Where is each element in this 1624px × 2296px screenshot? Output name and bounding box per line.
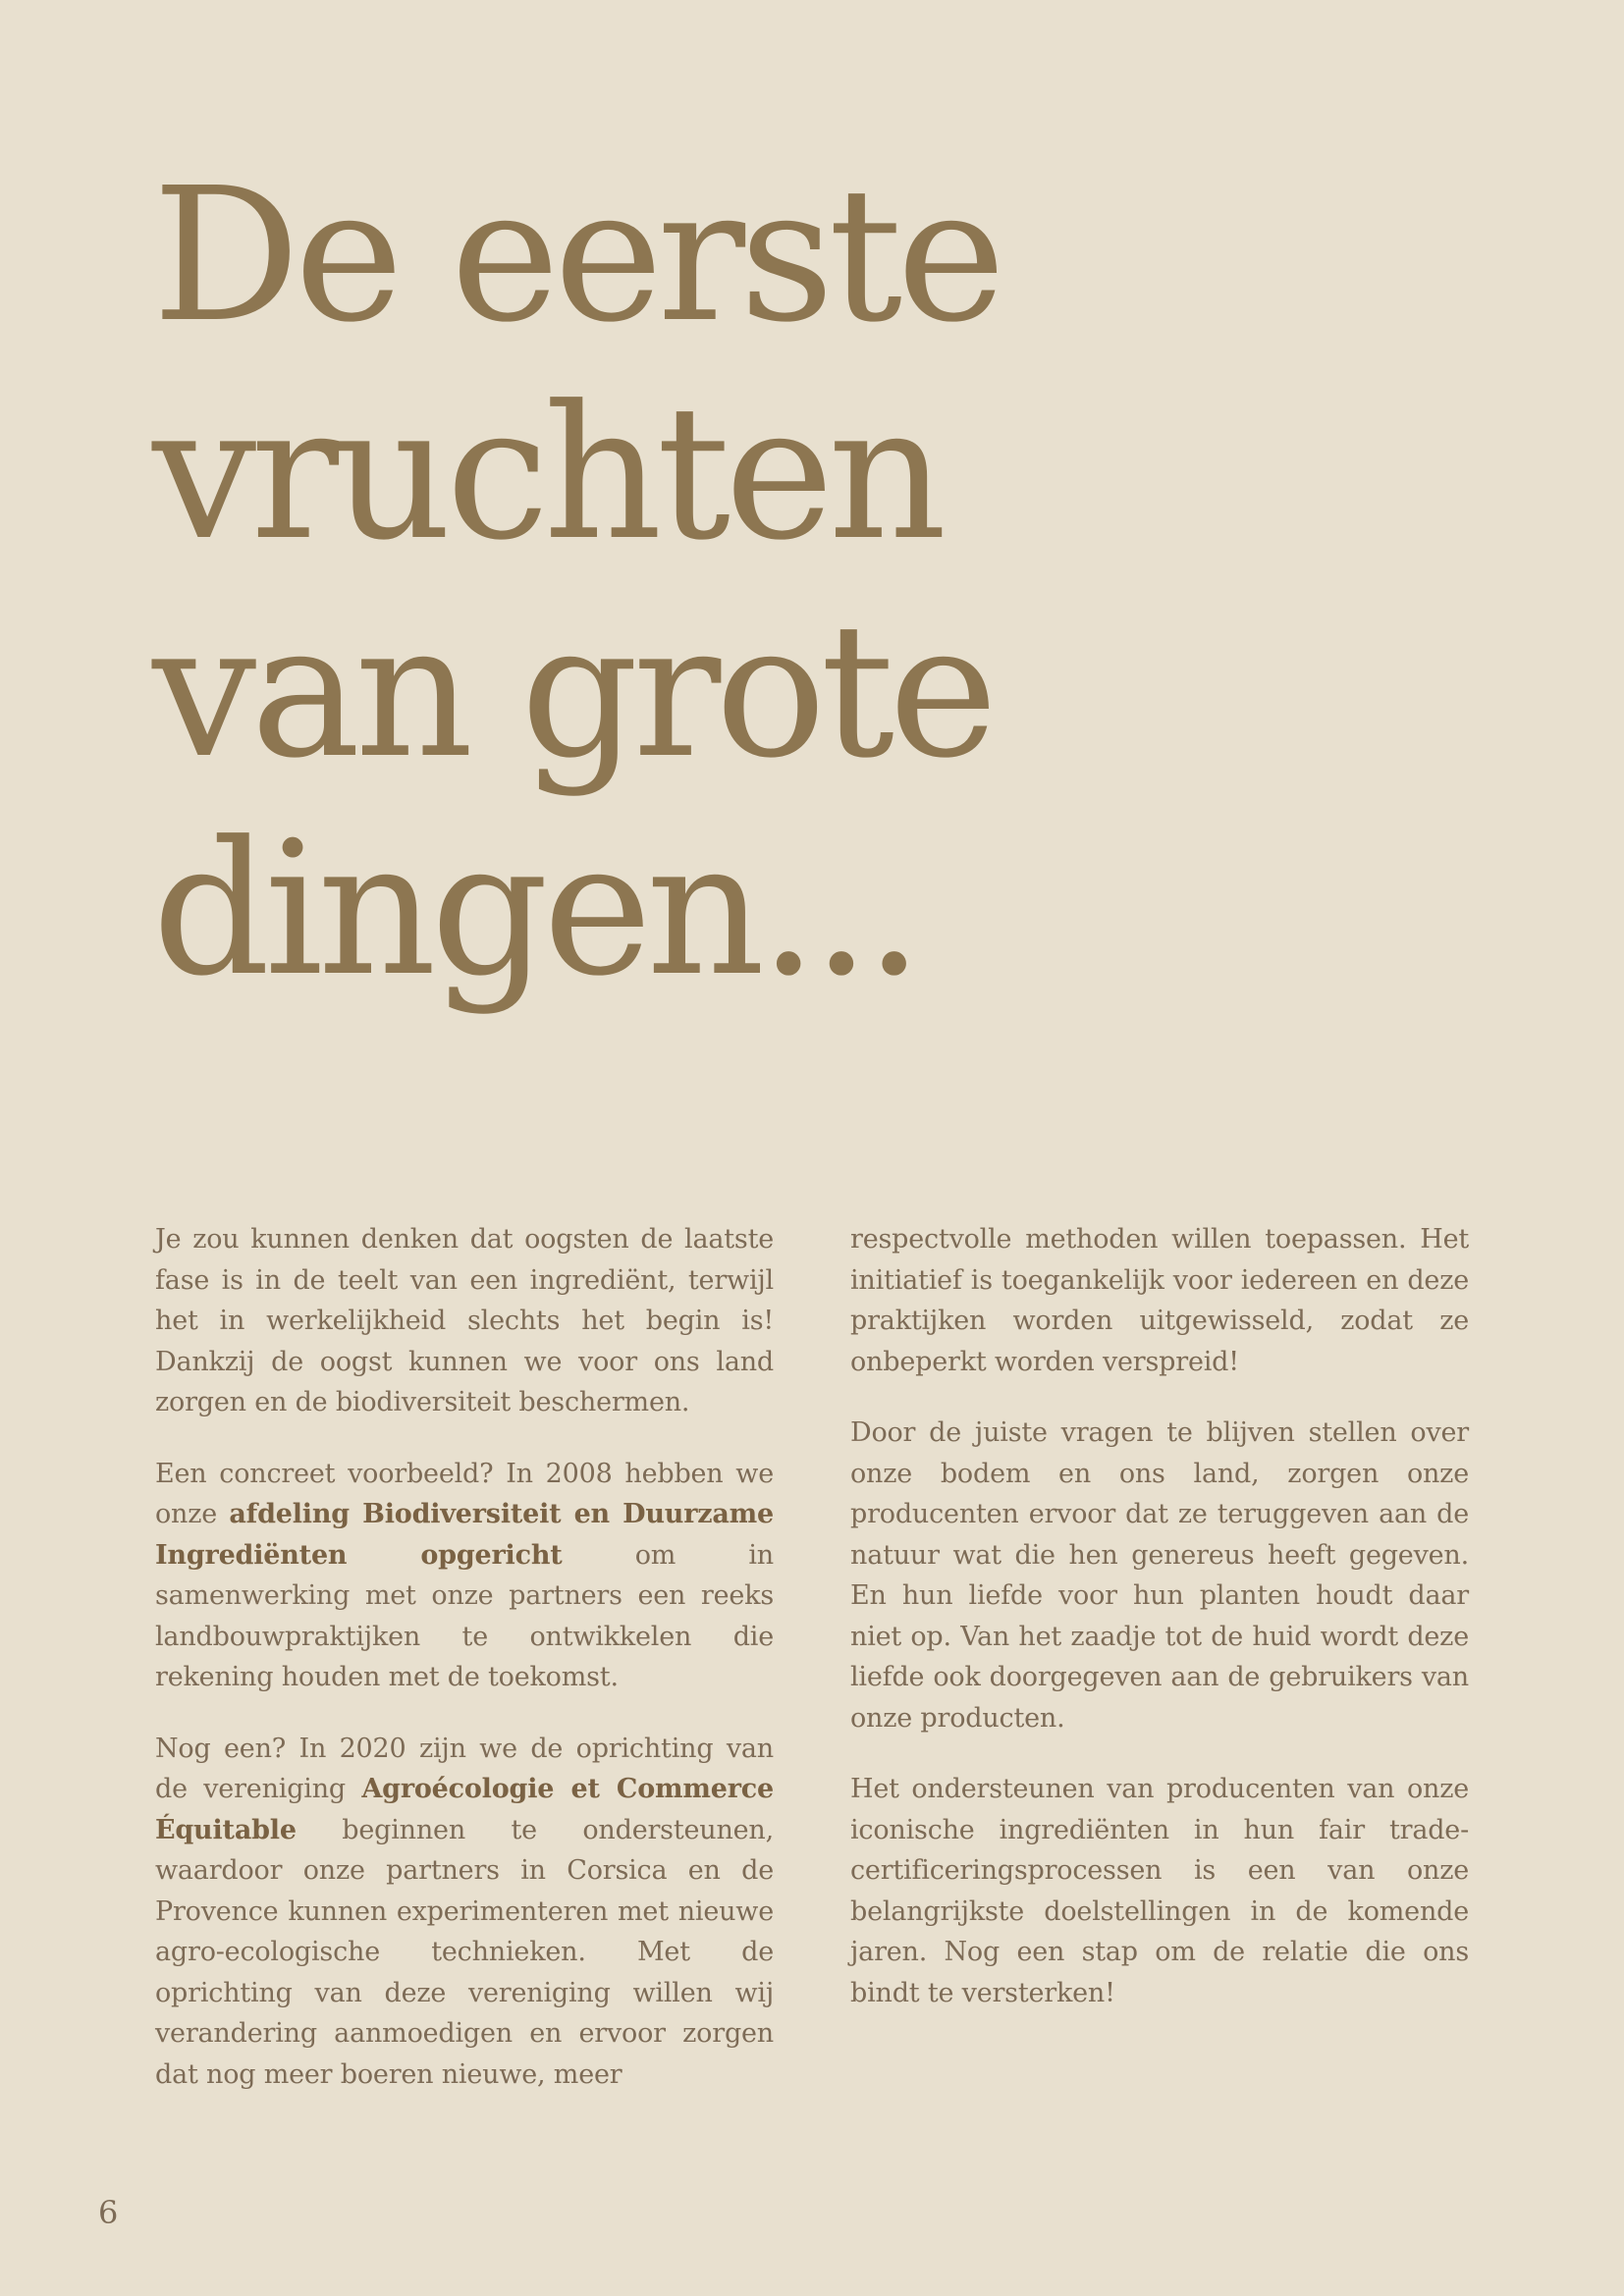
left-paragraph-3-text-a: Nog een? In 2020 zijn we de oprichting van de vereniging: [155, 1733, 774, 1804]
left-paragraph-2: [155, 1454, 774, 1698]
headline-line-2: vruchten: [152, 366, 942, 581]
left-paragraph-2-emphasis: afdeling Biodiversiteit en Duurzame Ingrediënten opgericht: [155, 1499, 774, 1571]
left-paragraph-2-text-a: Een concreet voorbeeld? In 2008 hebben we onze: [155, 1458, 774, 1529]
page-headline: [152, 147, 1232, 1019]
left-paragraph-1: Je zou kunnen denken dat oogsten de laatste fase is in de teelt van een ingrediënt, terwijl het in werkelijkheid slechts het begin is! Dankzij de oogst kunnen we voor ons land zorgen en de biodiversiteit beschermen.: [155, 1224, 774, 1417]
page-number: 6: [98, 2194, 119, 2231]
left-paragraph-2-text-b: om in samenwerking met onze partners een reeks landbouwpraktijken te ontwikkelen die rekening houden met de toekomst.: [155, 1539, 774, 1692]
headline-line-3: van grote: [152, 584, 993, 799]
right-paragraph-3: Het ondersteunen van producenten van onze iconische ingrediënten in hun fair trade-certificeringsprocessen is een van onze belangrijkste doelstellingen in de komende jaren. Nog een stap om de relatie die ons bindt te versterken!: [850, 1774, 1469, 2008]
left-paragraph-3-emphasis: Agroécologie et Commerce Équitable: [155, 1774, 774, 1845]
headline-line-1: De eerste: [152, 148, 1001, 363]
left-text-column: [155, 1219, 774, 2125]
left-paragraph-3: [155, 1729, 774, 2096]
right-paragraph-1: respectvolle methoden willen toepassen. Het initiatief is toegankelijk voor iedereen en deze praktijken worden uitgewisseld, zodat ze onbeperkt worden verspreid!: [850, 1224, 1469, 1377]
right-paragraph-2: Door de juiste vragen te blijven stellen over onze bodem en ons land, zorgen onze producenten ervoor dat ze teruggeven aan de natuur wat die hen genereus heeft gegeven. En hun liefde voor hun planten houdt daar niet op. Van het zaadje tot de huid wordt deze liefde ook doorgegeven aan de gebruikers van onze producten.: [850, 1417, 1469, 1734]
right-text-column: [850, 1219, 1469, 2044]
headline-line-4: dingen...: [152, 802, 918, 1017]
left-paragraph-3-text-b: beginnen te ondersteunen, waardoor onze partners in Corsica en de Provence kunnen experimenteren met nieuwe agro-ecologische technieken. Met de oprichting van deze vereniging willen wij verandering aanmoedigen en ervoor zorgen dat nog meer boeren nieuwe, meer: [155, 1814, 774, 2090]
